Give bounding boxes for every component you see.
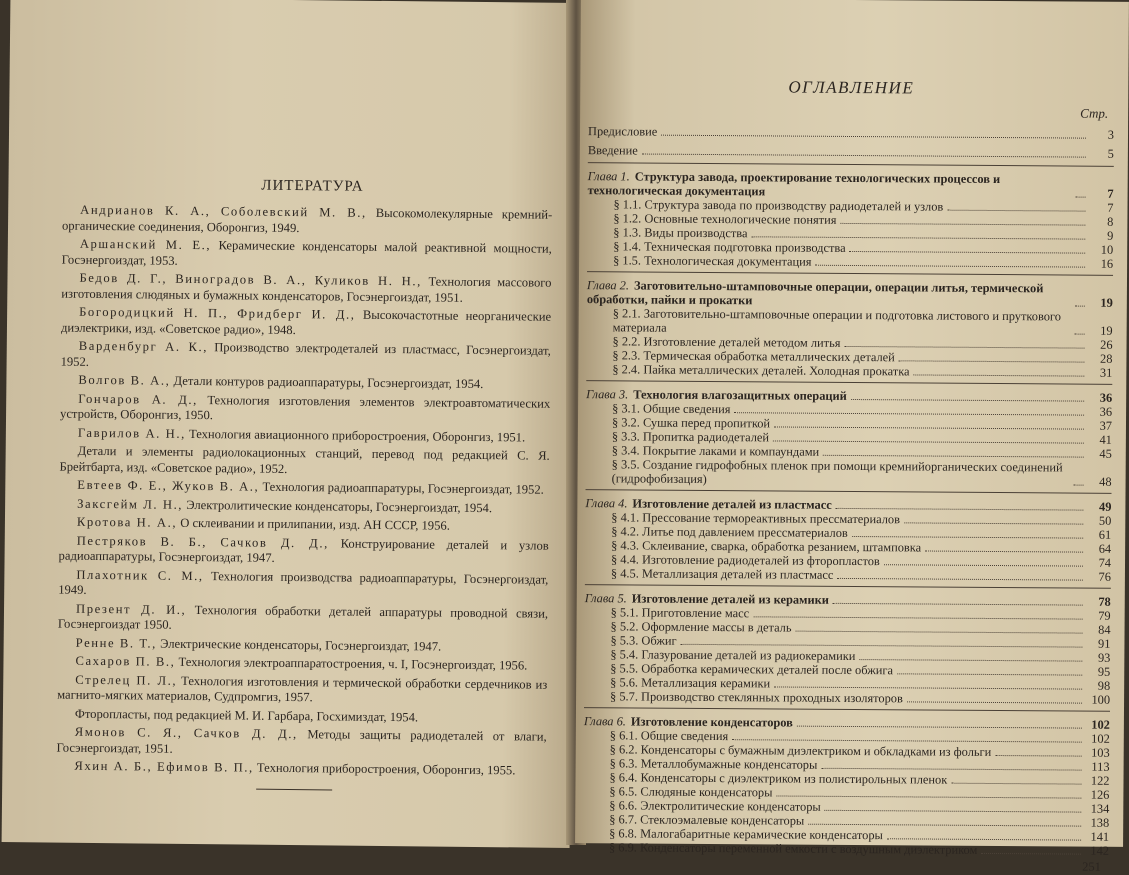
entry-text: § 1.3. Виды производства: [613, 225, 748, 241]
reference-text: Высокомолекулярные кремний-органические соединения, Оборонгиз, 1949.: [61, 205, 553, 235]
entry-page: 49: [1098, 499, 1112, 514]
entry-page: 16: [1100, 256, 1114, 271]
reference-author: Ямонов С. Я., Сачков Д. Д.,: [74, 724, 298, 742]
entry-text: § 6.8. Малогабаритные керамические конденсаторы: [609, 826, 883, 843]
entry-text: § 3.4. Покрытие лаками и компаундами: [611, 443, 820, 459]
entry-text: § 6.9. Конденсаторы переменной емкости с воздушным диэлектриком: [608, 840, 978, 857]
entry-page: 84: [1098, 622, 1111, 637]
reference-text: Технология производства радиоаппаратуры, Госэнергоиздат, 1949.: [58, 568, 549, 597]
dot-leader: [821, 768, 1081, 771]
dot-leader: [642, 154, 1086, 158]
reference-text: Технология авиационного приборостроения, Оборонгиз, 1951.: [188, 426, 526, 444]
entry-page: 134: [1090, 801, 1110, 816]
dot-leader: [823, 455, 1084, 458]
reference-text: Методы защиты радиодеталей от влаги, Госэнергоиздат, 1951.: [56, 727, 547, 756]
chapter-entry: [588, 169, 1114, 201]
reference-entry: [61, 339, 551, 375]
entry-text: § 4.4. Изготовление радиодеталей из фторопластов: [610, 552, 880, 569]
entry-text: Структура завода, проектирование технологических процессов и технологическая документация: [587, 169, 1001, 199]
entry-page: 138: [1090, 815, 1110, 830]
reference-author: Бедов Д. Г., Виноградов В. А., Куликов Н. Н.,: [79, 270, 422, 289]
entry-text: Технология влагозащитных операций: [633, 387, 847, 403]
entry-title: [612, 362, 909, 378]
dot-leader: [981, 853, 1081, 855]
entry-title: [613, 225, 747, 240]
entry-title: [611, 619, 792, 634]
dot-leader: [947, 210, 1085, 212]
reference-text: Детали контуров радиоаппаратуры, Госэнергоиздат, 1954.: [173, 373, 484, 392]
entry-title: [612, 415, 770, 430]
entry-title: [611, 566, 834, 582]
entry-page: 98: [1097, 678, 1111, 693]
section-entry: [587, 253, 1113, 271]
reference-entry: [62, 203, 552, 239]
page-number: 251: [1082, 859, 1101, 874]
reference-text: О склеивании и прилипании, изд. АН СССР, 1956.: [180, 515, 450, 533]
entry-text: § 1.5. Технологическая документация: [613, 253, 812, 269]
reference-entry: [60, 373, 550, 394]
reference-text: Фторопласты, под редакцией М. И. Гарбара, Госхимиздат, 1954.: [74, 706, 419, 724]
entry-text: § 4.3. Склеивание, сварка, обработка резанием, штамповка: [611, 538, 922, 555]
entry-page: 45: [1099, 446, 1112, 461]
entry-page: 26: [1100, 337, 1113, 352]
reference-list: [56, 203, 552, 780]
entry-page: 102: [1091, 731, 1110, 746]
reference-entry: [60, 425, 550, 446]
closing-rule: [256, 788, 332, 790]
entry-text: Изготовление конденсаторов: [630, 714, 793, 730]
entry-text: Введение: [587, 143, 638, 158]
entry-page: 74: [1098, 555, 1112, 570]
entry-page: 91: [1098, 636, 1111, 651]
entry-text: § 1.4. Техническая подготовка производства: [613, 239, 846, 255]
dot-leader: [734, 412, 1084, 415]
entry-page: 93: [1097, 650, 1111, 665]
entry-title: [610, 633, 676, 647]
entry-text: § 6.5. Слюдяные конденсаторы: [609, 784, 773, 800]
entry-text: § 1.1. Структура завода по производству радиодеталей и узлов: [613, 197, 944, 214]
chapter-label: Глава 4.: [585, 496, 628, 511]
chapter-label: Глава 5.: [584, 591, 627, 606]
entry-title: [610, 689, 903, 705]
entry-title: [588, 124, 657, 138]
left-page: [2, 0, 579, 848]
literature-heading: ЛИТЕРАТУРА: [261, 177, 364, 195]
reference-author: Пестряков В. Б., Сачков Д. Д.,: [76, 533, 329, 550]
dot-leader: [751, 236, 1085, 239]
reference-entry: [59, 496, 549, 517]
reference-entry: [57, 654, 547, 675]
entry-text: § 6.7. Стеклоэмалевые конденсаторы: [609, 812, 805, 828]
entry-page: 41: [1099, 432, 1112, 447]
reference-author: Аршанский М. Е.,: [79, 236, 212, 253]
contents-heading: ОГЛАВЛЕНИЕ: [788, 77, 915, 98]
reference-text: Керамические конденсаторы малой реактивной мощности, Госэнергоиздат, 1953.: [61, 238, 552, 268]
reference-text: Производство электродеталей из пластмасс, Госэнергоиздат, 1952.: [60, 340, 551, 369]
reference-author: Ренне В. Т.,: [75, 635, 158, 651]
reference-entry: [58, 635, 548, 656]
entry-title: [610, 756, 818, 771]
entry-page: 78: [1098, 594, 1111, 609]
section-entry: [585, 566, 1111, 584]
page-column-header: Стр.: [1080, 105, 1109, 121]
dot-leader: [907, 701, 1082, 703]
entry-page: 61: [1098, 527, 1112, 542]
dot-leader: [1075, 334, 1085, 335]
entry-page: 9: [1107, 228, 1114, 243]
entry-page: 7: [1107, 186, 1114, 201]
entry-text: § 5.6. Металлизация керамики: [610, 675, 771, 691]
chapter-label: Глава 3.: [586, 387, 629, 402]
reference-author: Стрелец П. Л.,: [75, 672, 178, 688]
entry-text: § 2.3. Термическая обработка металлических деталей: [612, 348, 895, 365]
entry-page: 19: [1100, 295, 1113, 310]
entry-page: 19: [1100, 323, 1113, 338]
entry-page: 142: [1090, 843, 1110, 858]
dot-leader: [914, 374, 1085, 376]
dot-leader: [904, 522, 1083, 524]
entry-text: § 2.4. Пайка металлических деталей. Холодная прокатка: [612, 362, 910, 379]
section-entry: [584, 689, 1110, 707]
dot-leader: [899, 360, 1085, 362]
entry-text: Заготовительно-штамповочные операции, операции литья, термической обработки, пайки и прокатки: [586, 278, 1044, 308]
entry-page: 141: [1090, 829, 1110, 844]
dot-leader: [850, 251, 1086, 254]
entry-page: 102: [1091, 717, 1110, 732]
entry-title: [609, 812, 804, 827]
reference-text: Технология обработки деталей аппаратуры проводной связи, Госэнергоиздат 1950.: [57, 602, 549, 632]
entry-page: 76: [1098, 569, 1111, 584]
entry-text: § 4.2. Литье под давлением прессматериалов: [611, 524, 848, 540]
dot-leader: [995, 755, 1081, 757]
entry-text: § 4.5. Металлизация деталей из пластмасс: [610, 566, 834, 582]
entry-title: [612, 457, 1070, 488]
entry-text: Изготовление деталей из пластмасс: [632, 496, 832, 512]
entry-page: 95: [1097, 664, 1111, 679]
dot-leader: [851, 399, 1084, 402]
entry-title: [610, 728, 728, 743]
dot-leader: [774, 426, 1084, 429]
reference-author: Гаврилов А. Н.,: [77, 425, 186, 441]
entry-text: § 5.7. Производство стеклянных проходных изоляторов: [610, 689, 903, 706]
entry-text: § 5.2. Оформление массы в деталь: [610, 619, 792, 635]
entry-title: [611, 605, 750, 620]
entry-page: 37: [1099, 418, 1113, 433]
entry-text: § 3.2. Сушка перед пропиткой: [611, 415, 771, 431]
entry-title: [587, 278, 1071, 309]
entry-page: 64: [1098, 541, 1112, 556]
reference-entry: [58, 567, 548, 603]
entry-title: [612, 443, 820, 458]
reference-entry: [62, 237, 552, 273]
entry-page: 5: [1107, 146, 1114, 161]
dot-leader: [815, 265, 1085, 268]
entry-title: [612, 429, 769, 444]
dot-leader: [884, 564, 1083, 566]
dot-leader: [808, 824, 1081, 827]
reference-author: Волгов В. А.,: [78, 372, 171, 388]
entry-title: [609, 784, 772, 799]
dot-leader: [1076, 197, 1086, 198]
dot-leader: [837, 578, 1083, 581]
entry-title: [609, 798, 821, 813]
chapter-separator: [586, 380, 1112, 385]
reference-author: Варденбург А. К.,: [78, 338, 209, 355]
entry-page: 28: [1100, 351, 1113, 366]
dot-leader: [844, 346, 1084, 349]
reference-entry: [57, 706, 547, 727]
entry-text: § 6.2. Конденсаторы с бумажным диэлектриком и обкладками из фольги: [609, 742, 992, 759]
section-entry: [587, 306, 1113, 338]
reference-author: Плахотник С. М.,: [76, 567, 204, 583]
dot-leader: [1075, 306, 1085, 307]
entry-text: § 6.3. Металлобумажные конденсаторы: [609, 756, 818, 772]
reference-author: Сахаров П. В.,: [75, 653, 176, 669]
section-entry: [586, 362, 1112, 380]
entry-text: § 6.1. Общие сведения: [609, 728, 729, 744]
entry-page: 31: [1099, 365, 1113, 380]
entry-page: 36: [1099, 404, 1113, 419]
right-page: [575, 0, 1129, 874]
reference-text: Электролитические конденсаторы, Госэнергоиздат, 1954.: [186, 497, 493, 515]
entry-page: 100: [1091, 692, 1111, 707]
entry-page: 50: [1098, 513, 1112, 528]
entry-text: § 3.1. Общие сведения: [612, 401, 731, 417]
entry-text: § 3.5. Создание гидрофобных пленок при помощи кремнийорганических соединений (гидрофобизация): [611, 457, 1063, 486]
entry-page: 10: [1100, 242, 1114, 257]
entry-text: Предисловие: [587, 124, 658, 139]
entry-text: § 2.1. Заготовительно-штамповочные операции и подготовка листового и пруткового материала: [612, 306, 1061, 335]
entry-page: 8: [1107, 214, 1114, 229]
dot-leader: [833, 603, 1083, 606]
reference-entry: [58, 601, 548, 637]
entry-text: Изготовление деталей из керамики: [631, 591, 829, 607]
reference-text: Технология радиоаппаратуры, Госэнергоиздат, 1952.: [262, 479, 544, 497]
reference-text: Технология изготовления элементов электроавтоматических устройств, Оборонгиз, 1950.: [60, 392, 551, 423]
reference-entry: [59, 533, 549, 569]
reference-entry: [59, 478, 549, 499]
front-matter-entry: [588, 124, 1114, 142]
entry-title: [612, 401, 730, 416]
contents-list: [583, 124, 1114, 858]
reference-text: Технология электроаппаратостроения, ч. I, Госэнергоиздат, 1956.: [178, 654, 528, 673]
entry-page: 48: [1099, 474, 1112, 489]
reference-author: Андрианов К. А., Соболевский М. В.,: [80, 202, 367, 220]
entry-text: § 5.1. Приготовление масс: [610, 605, 750, 621]
entry-title: [613, 211, 836, 227]
dot-leader: [836, 508, 1084, 511]
reference-entry: [57, 672, 547, 708]
reference-text: Технология изготовления и термической обработки сердечников из магнито-мягких материалов, Судпромгиз, 1957.: [57, 673, 548, 705]
chapter-separator: [587, 271, 1113, 276]
entry-text: § 5.4. Глазурование деталей из радиокерамики: [610, 647, 856, 664]
reference-author: Гончаров А. Д.,: [78, 391, 199, 407]
entry-text: § 4.1. Прессование термореактивных прессматериалов: [611, 510, 900, 527]
dot-leader: [859, 659, 1082, 662]
reference-entry: [61, 305, 551, 341]
chapter-separator: [586, 489, 1112, 494]
reference-text: Детали и элементы радиолокационных станций, перевод под редакцией С. Я. Брейтбарта, изд. «Советское радио», 1952.: [59, 443, 550, 476]
reference-author: Заксгейм Л. Н.,: [77, 496, 184, 512]
entry-title: [588, 169, 1072, 200]
reference-text: Технология приборостроения, Оборонгиз, 1955.: [256, 760, 516, 778]
reference-author: Богородицкий Н. П., Фридберг И. Д.,: [79, 304, 356, 322]
dot-leader: [925, 551, 1083, 553]
dot-leader: [887, 838, 1081, 840]
reference-entry: [60, 391, 550, 427]
dot-leader: [774, 686, 1082, 689]
entry-text: § 1.2. Основные технологические понятия: [613, 211, 837, 227]
dot-leader: [773, 440, 1084, 443]
entry-text: § 6.4. Конденсаторы с диэлектриком из полистирольных пленок: [609, 770, 948, 787]
section-entry: [586, 457, 1112, 489]
chapter-entry: [587, 278, 1113, 310]
entry-text: § 5.5. Обработка керамических деталей после обжига: [610, 661, 894, 678]
dot-leader: [825, 810, 1082, 813]
dot-leader: [732, 739, 1082, 742]
reference-entry: [56, 759, 546, 780]
entry-title: [613, 306, 1071, 337]
dot-leader: [776, 795, 1081, 798]
reference-author: Яхин А. Б., Ефимов В. П.,: [74, 758, 254, 775]
entry-text: § 3.3. Пропитка радиодеталей: [611, 429, 770, 445]
reference-text: Высокочастотные неорганические диэлектрики, изд. «Советское радио», 1948.: [60, 307, 552, 337]
reference-entry: [59, 515, 549, 536]
section-entry: [583, 840, 1109, 858]
entry-title: [610, 675, 770, 690]
entry-page: 113: [1091, 759, 1110, 774]
reference-entry: [59, 444, 549, 480]
reference-author: Евтеев Ф. Е., Жуков В. А.,: [77, 477, 260, 494]
reference-author: Презент Д. И.,: [75, 601, 187, 617]
reference-author: Кротова Н. А.,: [76, 514, 178, 530]
chapter-label: Глава 1.: [587, 169, 630, 184]
entry-page: 3: [1107, 127, 1115, 142]
chapter-label: Глава 6.: [583, 714, 626, 729]
dot-leader: [681, 644, 1083, 648]
chapter-label: Глава 2.: [586, 278, 630, 293]
entry-title: [613, 253, 811, 268]
dot-leader: [840, 223, 1085, 226]
reference-entry: [61, 271, 551, 307]
dot-leader: [753, 616, 1082, 619]
dot-leader: [852, 536, 1083, 539]
entry-title: [609, 840, 977, 857]
dot-leader: [797, 726, 1082, 729]
entry-page: 122: [1090, 773, 1110, 788]
front-matter-entry: [588, 143, 1114, 161]
dot-leader: [661, 135, 1086, 139]
entry-text: § 5.3. Обжиг: [610, 633, 677, 648]
dot-leader: [951, 783, 1081, 785]
reference-text: Электрические конденсаторы, Госэнергоиздат, 1947.: [160, 636, 442, 654]
chapter-separator: [588, 162, 1114, 167]
entry-page: 126: [1090, 787, 1110, 802]
entry-title: [584, 714, 793, 729]
reference-entry: [56, 725, 546, 761]
entry-text: § 2.2. Изготовление деталей методом литья: [612, 334, 841, 350]
chapter-separator: [584, 707, 1110, 712]
entry-page: 79: [1098, 608, 1111, 623]
entry-text: § 6.6. Электролитические конденсаторы: [609, 798, 821, 814]
chapter-separator: [585, 584, 1111, 589]
reference-text: Конструирование деталей и узлов радиоаппаратуры, Госэнергоиздат, 1947.: [58, 536, 549, 565]
entry-page: 7: [1107, 200, 1114, 215]
entry-title: [588, 143, 638, 157]
dot-leader: [796, 631, 1083, 634]
reference-text: Технология массового изготовления слюдяных и бумажных конденсаторов, Госэнергоиздат, 1951.: [61, 274, 552, 305]
dot-leader: [897, 673, 1082, 675]
entry-page: 103: [1091, 745, 1110, 760]
entry-page: 36: [1099, 390, 1113, 405]
dot-leader: [1074, 485, 1084, 486]
